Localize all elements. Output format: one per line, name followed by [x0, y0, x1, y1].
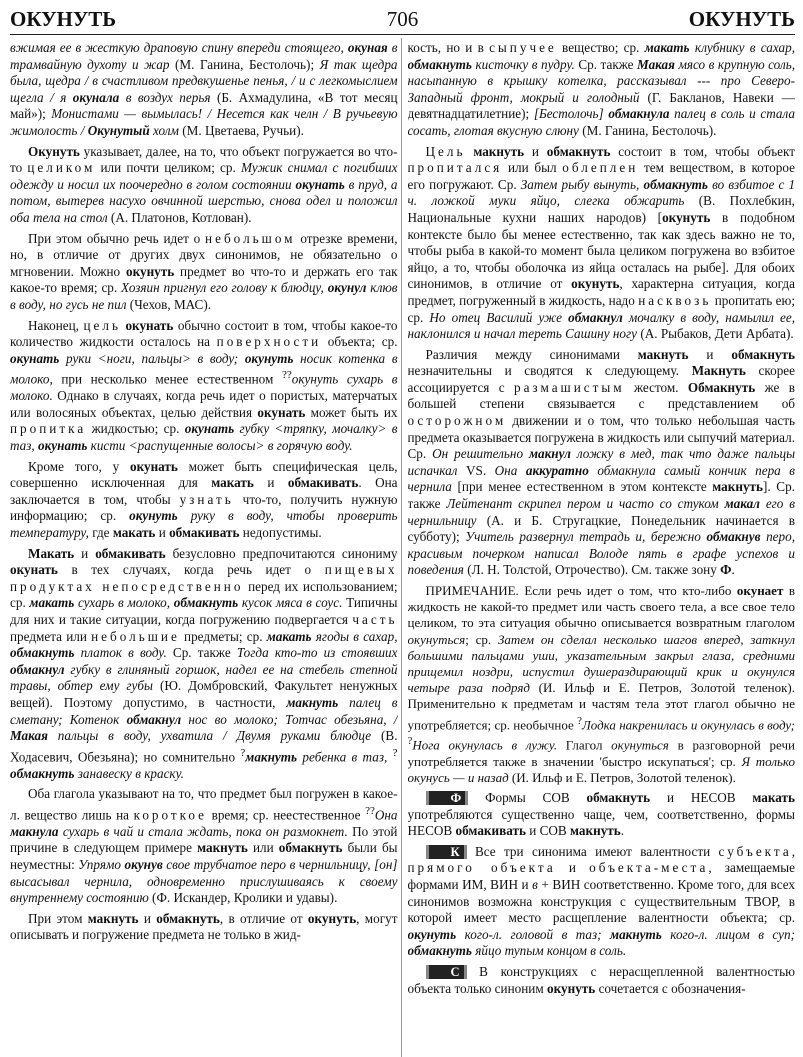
left-column — [10, 40, 398, 1057]
header-left-title: ОКУНУТЬ — [10, 7, 117, 31]
right-column-paragraph: ПРИМЕЧАНИЕ. Если речь идет о том, что кто-либо окунает в жидкость не какой-то предмет или часть своего тела, а все свое тело целиком, то эта ситуация обычно описывается возвратным глаголом окунуться; ср. Затем он сделал несколько шагов вперед, заткнул большими пальцами уши, указательным закрыл глаза, средними прищемил ноздри, испустил душераздирающий крик и окунулся четыре раза подряд (И. Ильф и Е. Петров, Золотой теленок). Применительно к предметам и частям тела этот глагол обычно не употребляется; ср. необычное ?Лодка накренилась и окунулась в воду; ?Нога окунулась в лужу. Глагол окунуться в разговорной речи употребляется также в значении 'быстро искупаться'; ср. Я только окунусь — и назад (И. Ильф и Е. Петров, Золотой теленок). — [407, 583, 795, 785]
left-column-paragraph: вжимая ее в жесткую драповую спину впереди стоящего, окуная в трамвайную духоту и жар (М. Ганина, Бестолочь); Я так щедра была, щедра / в счастливом предвкушенье пенья, / и с легкомыслием щегла / я окунала в воздух перья (Б. Ахмадулина, «В тот месяц май»); Монистами — вымылась! / Несется как челн / В ручьевую жимолость / Окунутый холм (М. Цветаева, Ручьи). — [10, 40, 398, 138]
left-column-paragraph: Оба глагола указывают на то, что предмет был погружен в какое-л. вещество лишь на короткое время; ср. неестественное ??Она макнула сухарь в чай и стала ждать, пока он размокнет. По этой причине в следующем примере макнуть или обмакнуть были бы неуместны: Упрямо окунув свое трубчатое перо в чернильницу, [он] высасывал чернила, одновременно прислушиваясь к своему внутреннему состоянию (Ф. Искандер, Кролики и удавы). — [10, 786, 398, 906]
page-number: 706 — [386, 7, 419, 31]
left-column-paragraph: При этом обычно речь идет о небольшом отрезке времени, но, в отличие от других двух синонимов, не обязательно о мгновении. Можно окунуть предмет во что-то и держать его так какое-то время; ср. Хозяин пригнул его голову к блюдцу, окунул клюв в воду, но гусь не пил (Чехов, МАС). — [10, 230, 398, 312]
page-header — [10, 4, 795, 35]
right-column-paragraph: кость, но и в сыпучее вещество; ср. макать клубнику в сахар, обмакнуть кисточку в пудру. Ср. также Макая мясо в крупную соль, насыпанную в крышку котелка, рассказывал --- про Северо-Западный фронт, мокрый и голодный (Г. Бакланов, Навеки — девятнадцатилетние); [Бестолочь] обмакнула палец в соль и стала сосать, глотая вкусную слюну (М. Ганина, Бестолочь). — [407, 40, 795, 138]
left-column-paragraph: Наконец, цель окунать обычно состоит в том, чтобы какое-то количество жидкости осталось на поверхности объекта; ср. окунать руки <ноги, пальцы> в воду; окунуть носик котенка в молоко, при несколько менее естественном ??окунуть сухарь в молоко. Однако в случаях, когда речь идет о пористых, матерчатых или волосяных объектах, целью действия окунать может быть их пропитка жидкостью; ср. окунать губку <тряпку, мочалку> в таз, окунать кисти <распущенные волосы> в горячую воду. — [10, 317, 398, 454]
left-column-paragraph: При этом макнуть и обмакнуть, в отличие от окунуть, могут описывать и погружение предмета не только в жид- — [10, 910, 398, 943]
right-column-paragraph: К Все три синонима имеют валентности субъекта, прямого объекта и объекта-места, замещаемые формами ИМ, ВИН и в + ВИН соответственно. Кроме того, для всех синонимов возможна конструкция с существительным ТВОР, в которой имеет место расщепление валентности объекта; ср. окунуть кого-л. головой в таз; макнуть кого-л. лицом в суп; обмакнуть яйцо тупым концом в соль. — [407, 843, 795, 959]
right-column-paragraph: Цель макнуть и обмакнуть состоит в том, чтобы объект пропитался или был облеплен тем веществом, в которое его погружают. Ср. Затем рыбу вынуть, обмакнуть во взбитое с 1 ч. ложкой муки яйцо, слегка обжарить (В. Похлебкин, Национальные кухни наших народов) [окунуть в подобном контексте было бы менее естественно, так как здесь важно не то, чтобы рыба в какой-то момент была целиком погружена во взбитое яйцо, а то, чтобы оболочка из яйца осталась на рыбе]. Для обоих синонимов, в отличие от окунуть, характерна ситуация, когда предмет, погруженный в жидкость, надо насквозь пропитать ею; ср. Но отец Василий уже обмакнул мочалку в воду, намылил ее, наклонился и начал тереть Сашину ногу (А. Рыбаков, Дети Арбата). — [407, 143, 795, 342]
right-column — [408, 40, 796, 1057]
right-column-paragraph: Различия между синонимами макнуть и обмакнуть незначительны и сводятся к следующему. Макнуть скорее ассоциируется с размашистым жестом. Обмакнуть же в большей степени связывается с представлением об осторожном движении и о том, что только небольшая часть предмета оказывается погружена в жидкость или сыпучий материал. Ср. Он решительно макнул ложку в мед, так что даже пальцы испачкал VS. Она аккуратно обмакнула самый кончик пера в чернила [при менее естественном в этом контексте макнуть]. Ср. также Лейтенант скрипел пером и часто со стуком макал его в чернильницу (А. и Б. Стругацкие, Понедельник начинается в субботу); Учитель развернул тетрадь и, бережно обмакнув перо, красивым почерком написал Володе пять в графе успехов и поведения (Л. Н. Толстой, Отрочество). См. также зону Ф. — [407, 346, 795, 578]
left-column-paragraph: Кроме того, у окунать может быть специфическая цель, совершенно исключенная для макать и обмакивать. Она заключается в том, чтобы узнать что-то, получить нужную информацию; ср. окунуть руку в воду, чтобы проверить температуру, где макать и обмакивать недопустимы. — [10, 458, 398, 541]
right-column-paragraph: Ф Формы СОВ обмакнуть и НЕСОВ макать употребляются существенно чаще, чем, соответственно, формы НЕСОВ обмакивать и СОВ макнуть. — [407, 790, 795, 839]
left-column-paragraph: Окунуть указывает, далее, на то, что объект погружается во что-то целиком или почти целиком; ср. Мужик снимал с погибших одежду и носил их поочередно в голом состоянии окунать в пруд, а потом, вытерев насухо овчинной шерстью, снова одел и положил оба тела на стол (А. Платонов, Котлован). — [10, 143, 398, 225]
text-columns — [10, 40, 795, 1057]
left-column-paragraph: Макать и обмакивать безусловно предпочитаются синониму окунать в тех случаях, когда речь идет о пищевых продуктах непосредственно перед их использованием; ср. макать сухарь в молоко, обмакнуть кусок мяса в соус. Типичны для них и такие ситуации, когда погружению подвергается часть предмета или небольшие предметы; ср. макать ягоды в сахар, обмакнуть платок в воду. Ср. также Тогда кто-то из стоявших обмакнул губку в глиняный горшок, надел ее на стебель степной травы, обтер ему губы (Ю. Домбровский, Факультет ненужных вещей). Поэтому допустимо, в частности, макнуть палец в сметану; Котенок обмакнул нос во молоко; Тотчас обезьяна, / Макая пальцы в воду, ухватила / Двумя руками блюдце (В. Ходасевич, Обезьяна); но сомнительно ?макнуть ребенка в таз, ?обмакнуть занавеску в краску. — [10, 545, 398, 781]
right-column-paragraph: С В конструкциях с нерасщепленной валентностью объекта только синоним окунуть сочетается с обозначения- — [407, 964, 795, 996]
header-right-title: ОКУНУТЬ — [688, 7, 795, 31]
